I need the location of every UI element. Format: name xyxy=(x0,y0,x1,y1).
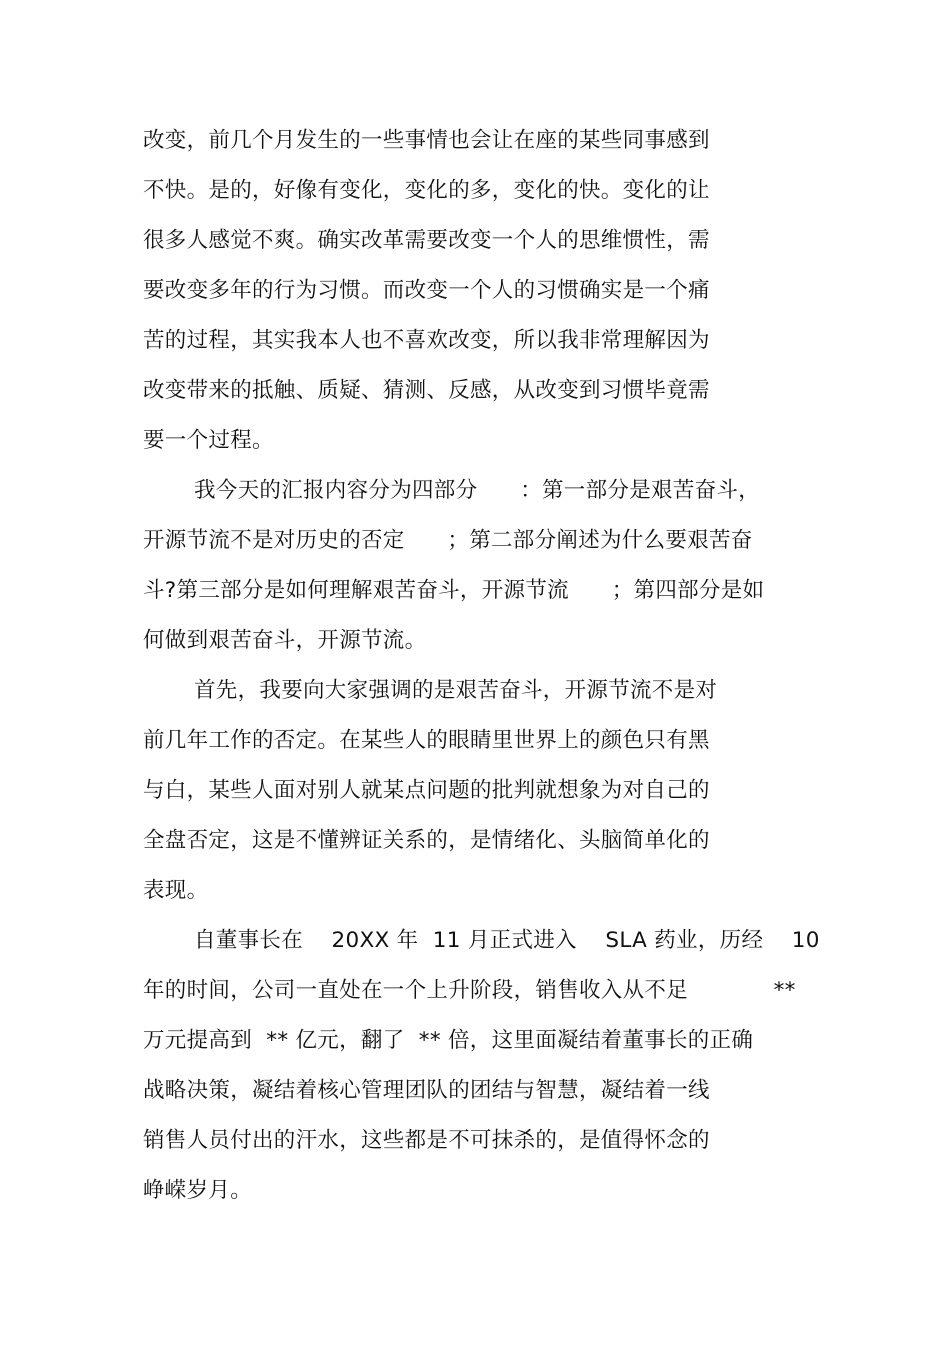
text-line: 全盘否定，这是不懂辨证关系的，是情绪化、头脑简单化的 xyxy=(143,828,710,853)
text-line: 销售人员付出的汗水，这些都是不可抹杀的，是值得怀念的 xyxy=(143,1128,710,1153)
text-line: 苦的过程，其实我本人也不喜欢改变，所以我非常理解因为 xyxy=(143,328,710,353)
text-line: 改变带来的抵触、质疑、猜测、反感，从改变到习惯毕竟需 xyxy=(143,378,710,403)
text-line: 要一个过程。 xyxy=(143,428,274,453)
text-line: 年的时间，公司一直处在一个上升阶段，销售收入从不足 ** xyxy=(143,978,796,1003)
text-line: 与白，某些人面对别人就某点问题的批判就想象为对自己的 xyxy=(143,778,710,803)
text-line: 改变，前几个月发生的一些事情也会让在座的某些同事感到 xyxy=(143,128,710,153)
text-line: 表现。 xyxy=(143,878,209,903)
text-line: 首先，我要向大家强调的是艰苦奋斗，开源节流不是对 xyxy=(194,678,718,703)
text-line: 我今天的汇报内容分为四部分 ：第一部分是艰苦奋斗， xyxy=(194,478,761,503)
text-line: 万元提高到 ** 亿元，翻了 ** 倍，这里面凝结着董事长的正确 xyxy=(143,1028,754,1053)
text-line: 前几年工作的否定。在某些人的眼睛里世界上的颜色只有黑 xyxy=(143,728,710,753)
text-line: 不快。是的，好像有变化，变化的多，变化的快。变化的让 xyxy=(143,178,710,203)
text-line: 很多人感觉不爽。确实改革需要改变一个人的思维惯性，需 xyxy=(143,228,710,253)
text-line: 何做到艰苦奋斗，开源节流。 xyxy=(143,628,427,653)
text-line: 斗?第三部分是如何理解艰苦奋斗，开源节流 ；第四部分是如 xyxy=(143,578,765,603)
text-line: 峥嵘岁月。 xyxy=(143,1178,253,1203)
text-line: 开源节流不是对历史的否定 ；第二部分阐述为什么要艰苦奋 xyxy=(143,528,753,553)
text-line: 要改变多年的行为习惯。而改变一个人的习惯确实是一个痛 xyxy=(143,278,710,303)
text-line: 自董事长在 20XX 年 11 月正式进入 SLA 药业，历经 10 xyxy=(194,928,820,953)
text-line: 战略决策，凝结着核心管理团队的团结与智慧，凝结着一线 xyxy=(143,1078,710,1103)
